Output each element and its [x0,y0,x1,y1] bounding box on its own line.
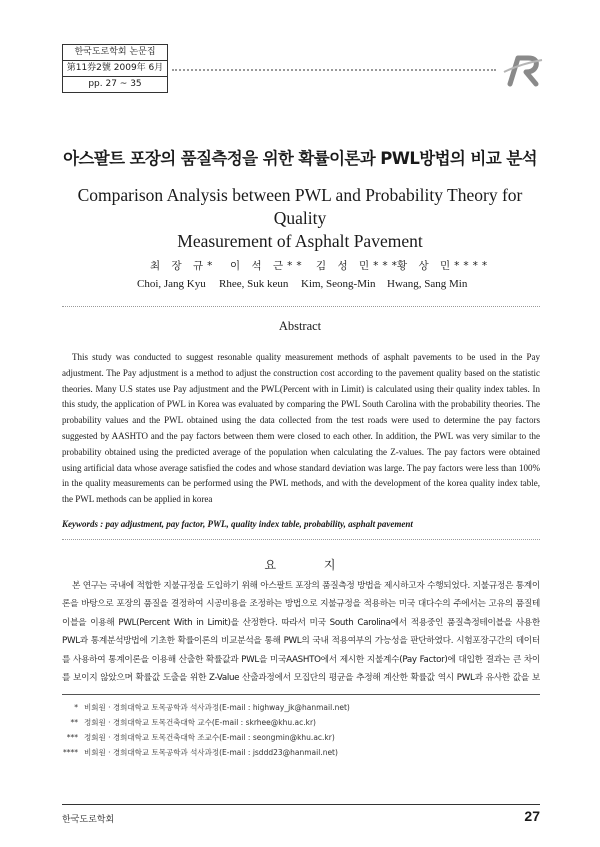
title-english [60,184,540,253]
journal-info-box [62,44,168,93]
journal-volume-issue: 第11券2號 2009年 6月 [63,61,167,77]
author-4-en: Hwang, Sang Min [387,278,468,290]
summary-text: 본 연구는 국내에 적합한 지불규정을 도입하기 위해 아스팔트 포장의 품질측정 방법을 제시하고자 수행되었다. 지불규정은 통계이론을 바탕으로 포장의 품질을 결정하여 시공비용을 조정하는 방법으로 지불규정을 적용하는 미국 대다수의 주에서는 고유의 품질테이블을 이용해 PWL(Percent With in Limit)을 산정한다. 따라서 미국 South Carolina에서 적용중인 품질측정테이블을 사용한 PWL과 통계분석방법에 기초한 확률이론의 비교분석을 통해 PWL의 국내 적용여부의 가능성을 판단하였다. 시험포장구간의 데이터를 사용하여 통계이론을 이용해 산출한 확률값과 PWL을 미국AASHTO에서 제시한 지불계수(Pay Factor)에 대입한 결과는 큰 차이를 보이지 않았으며 확률값 도출을 위한 Z-Value 산출과정에서 모집단의 평균을 추정해 계산한 확률값 역시 PWL과 유사한 값을 보 [62,581,540,684]
journal-logo-icon [500,50,544,90]
footnote-text: 비회원 · 경희대학교 토목공학과 석사과정(E-mail : jsddd23@hanmail.net) [84,748,338,757]
author-3-ko: 김 성 민*** [316,260,401,272]
footnote-item [62,700,540,715]
footnote-item [62,715,540,730]
author-2-en: Rhee, Suk keun [219,278,289,290]
header-dotted-rule [172,69,496,71]
footer-rule [62,804,540,805]
author-4-ko: 황 상 민**** [397,260,492,272]
footnote-item [62,730,540,745]
abstract-heading: Abstract [278,319,322,333]
author-2-ko: 이 석 근** [230,260,306,272]
title-korean: 아스팔트 포장의 품질측정을 위한 확률이론과 PWL방법의 비교 분석 [63,149,537,168]
footnote-text: 정회원 · 경희대학교 토목건축대학 조교수(E-mail : seongmin@khu.ac.kr) [84,733,335,742]
author-names-english [0,278,600,294]
footnote-item [62,745,540,760]
keywords-dotted-rule [62,539,540,540]
keywords: Keywords : pay adjustment, pay factor, PWL, quality index table, probability, asphalt pavement [62,519,413,529]
author-1-ko: 최 장 규* [150,260,217,272]
footnote-mark: **** [63,748,78,757]
page-number: 27 [524,808,540,824]
title-english-line2: Measurement of Asphalt Pavement [177,231,423,251]
footnotes [62,700,540,760]
footnote-text: 정회원 · 경희대학교 토목건축대학 교수(E-mail : skrhee@khu.ac.kr) [84,718,316,727]
author-3-en: Kim, Seong-Min [301,278,376,290]
journal-pages: pp. 27 ~ 35 [88,79,142,89]
footnote-rule [62,694,540,695]
title-english-line1: Comparison Analysis between PWL and Probability Theory for Quality [77,185,523,228]
abstract-text: This study was conducted to suggest resonable quality measurement methods of asphalt pavements to be used in the Pay adjustment. The Pay adjustment is a method to adjust the construction cost according to the pavement quality based on the statistic theories. Many U.S states use Pay adjustment and the PWL(Percent with in Limit) is calculated using their quality index tables. In this study, the application of PWL in Korea was evaluated by comparing the PWL South Carolina with the probability theories. The probability values and the PWL obtained using the data collected from the test roads were used to determine the pay factors suggested by AASHTO and the pay factors between them were closed to each other. In addition, the PWL was very similar to the probability obtained using the predicted average of the population when calculating the Z-values. The pay factors were obtained using artificial data whose average satisfied the codes and whose standard deviation was large. The pay factors were less than 100% in the quality measurements can be performed using the PWL methods, and with the development of the korea quality index table, the PWL methods can be applied in korea [62,352,540,505]
author-1-en: Choi, Jang Kyu [137,278,206,290]
footnote-text: 비회원 · 경희대학교 토목공학과 석사과정(E-mail : highway_jk@hanmail.net) [84,703,350,712]
footer-society-name: 한국도로학회 [62,815,115,825]
authors-dotted-rule [62,306,540,307]
footnote-mark: ** [70,718,78,727]
journal-name: 한국도로학회 논문집 [63,45,167,61]
author-names-korean [0,258,600,274]
summary-heading: 요 지 [264,558,358,572]
footnote-mark: *** [66,733,78,742]
footnote-mark: * [74,703,78,712]
